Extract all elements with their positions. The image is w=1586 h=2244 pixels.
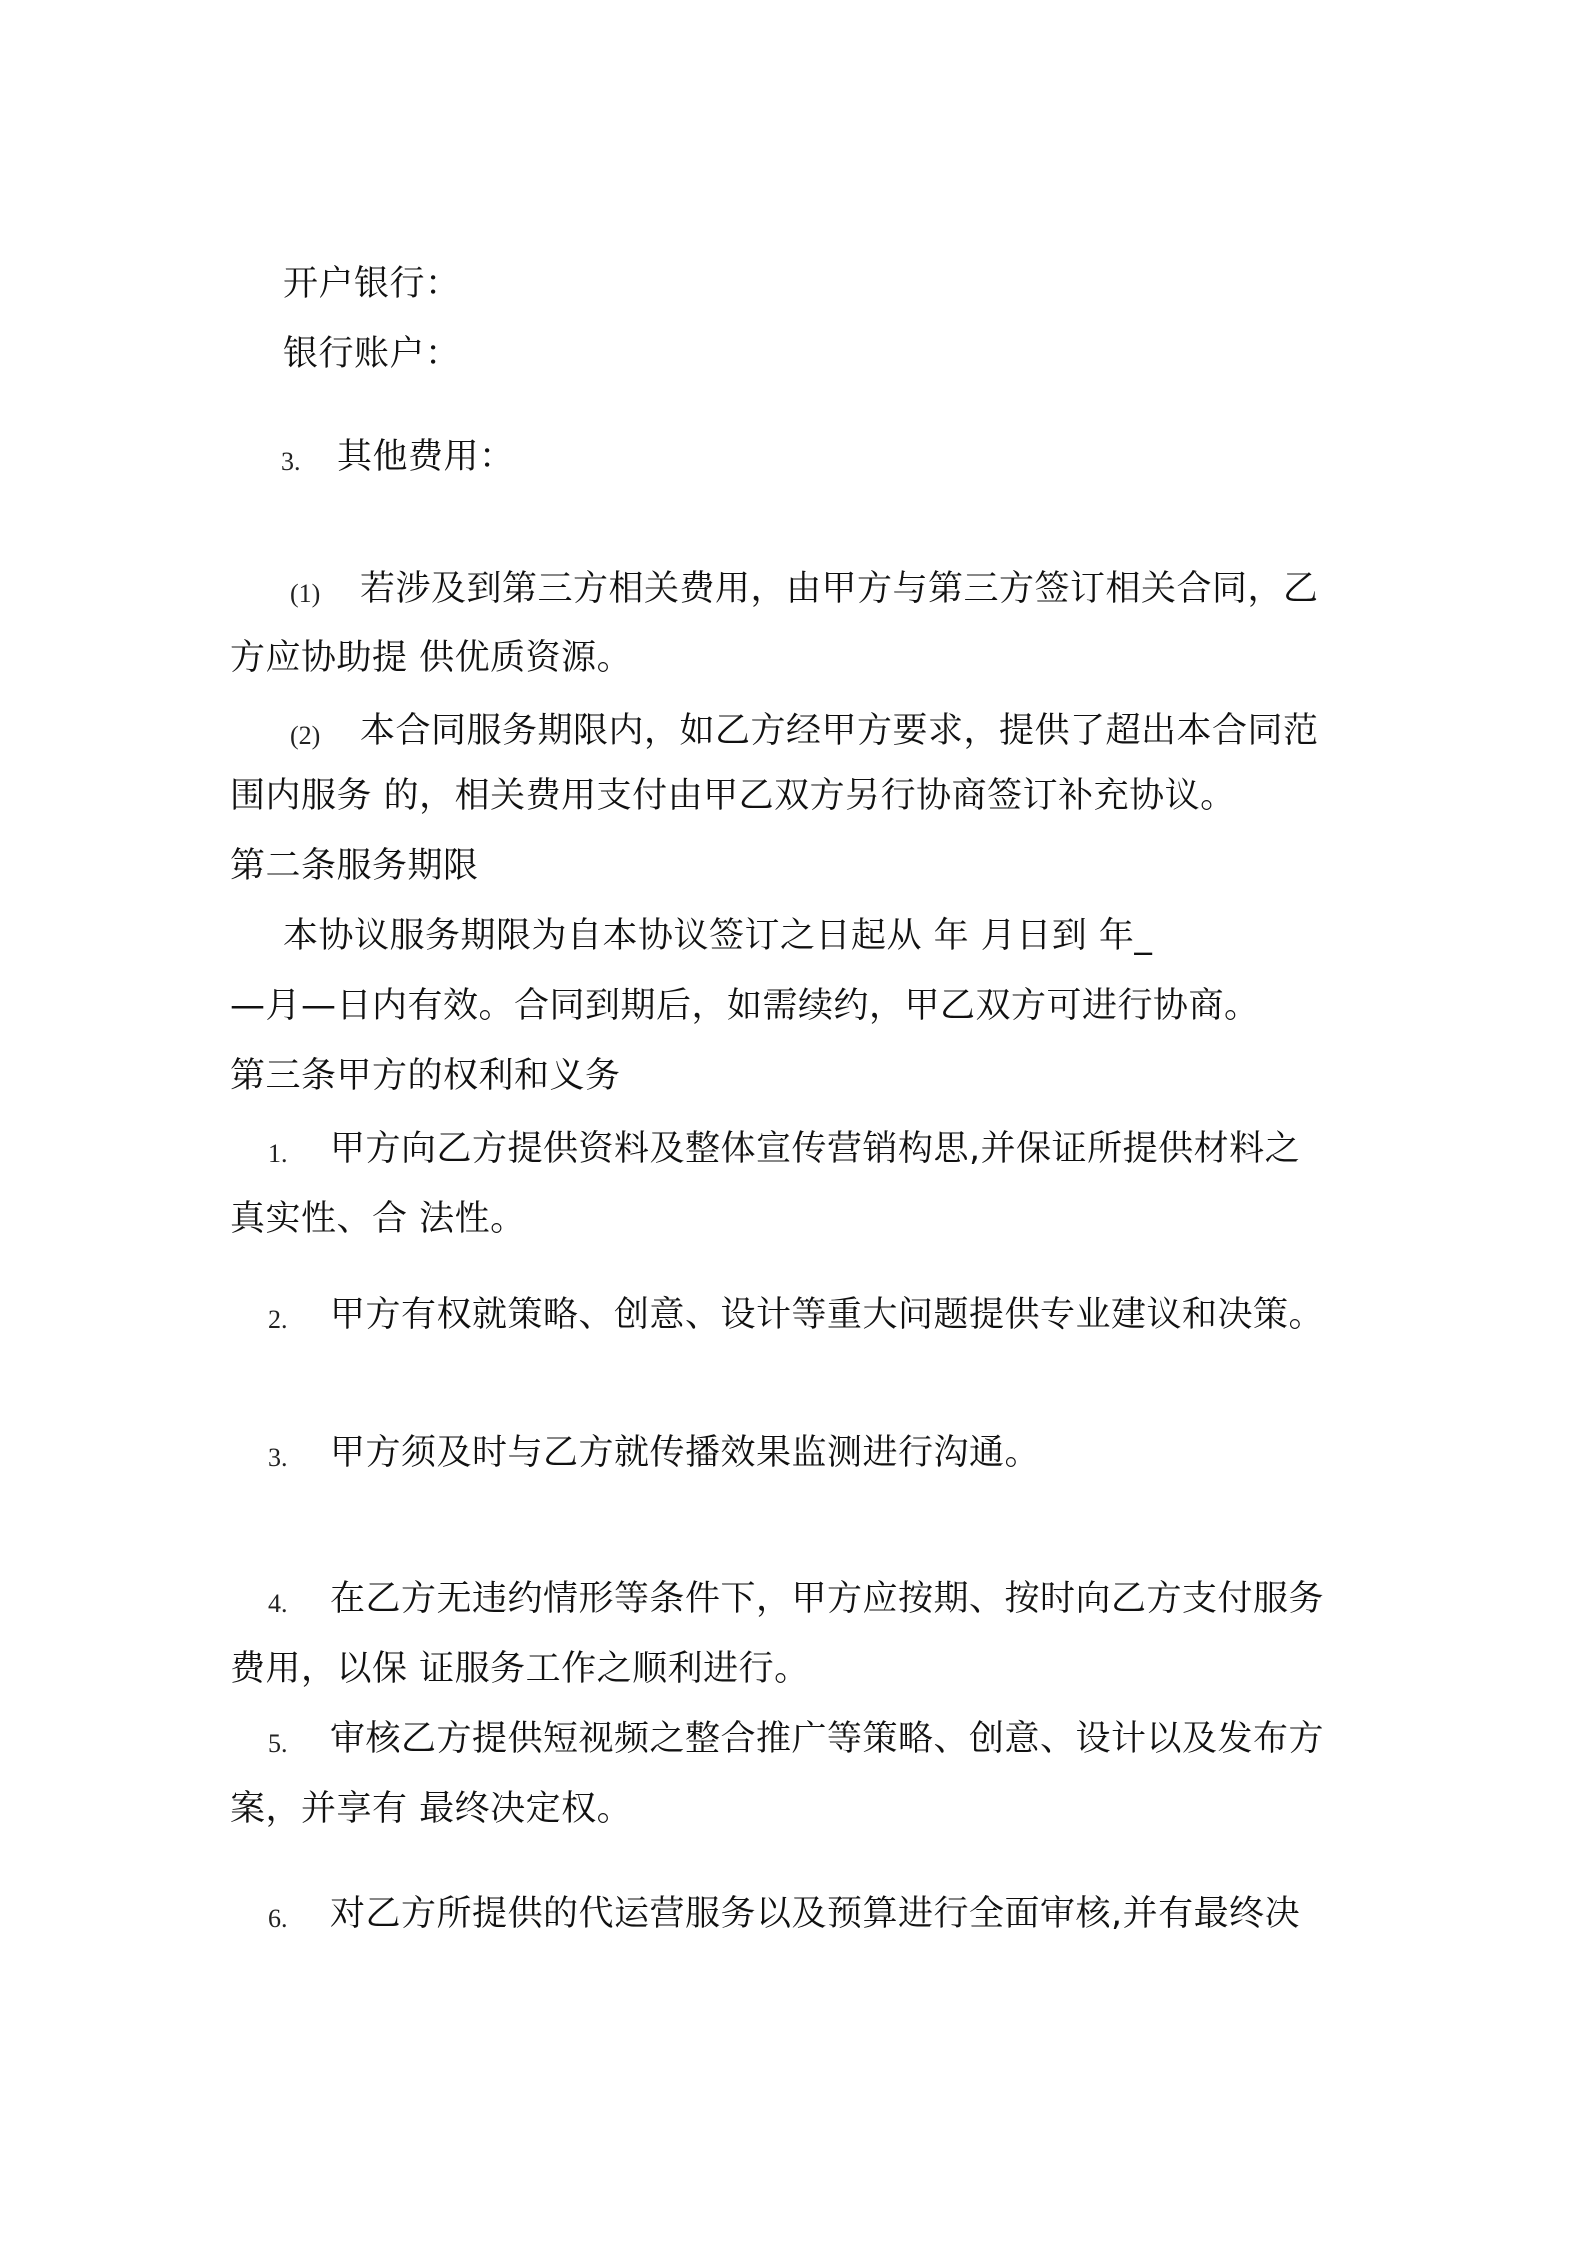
fees-title: 其他费用： (337, 437, 515, 477)
duty-5-line-2: 案，并享有 最终决定权。 (230, 1789, 633, 1829)
duty-4-line-1: 在乙方无违约情形等条件下，甲方应按期、按时向乙方支付服务 (330, 1579, 1325, 1619)
duty-1-line-2: 真实性、合 法性。 (230, 1199, 526, 1239)
article-3-heading: 第三条甲方的权利和义务 (230, 1056, 621, 1096)
fee-item-2-line-1: 本合同服务期限内，如乙方经甲方要求，提供了超出本合同范 (360, 711, 1319, 751)
fee-item-1-line-1: 若涉及到第三方相关费用，由甲方与第三方签订相关合同，乙 (360, 569, 1319, 609)
article-2-heading: 第二条服务期限 (230, 846, 479, 886)
fee-item-1-line-2: 方应协助提 供优质资源。 (230, 638, 633, 678)
bank-name-label: 开户银行： (283, 264, 461, 304)
duty-2-number: 2. (268, 1305, 288, 1334)
duty-5-line-1: 审核乙方提供短视频之整合推广等策略、创意、设计以及发布方 (330, 1719, 1325, 1759)
fee-item-2-number: (2) (290, 721, 321, 750)
bank-account-label: 银行账户： (283, 334, 461, 374)
duty-4-line-2: 费用，以保 证服务工作之顺利进行。 (230, 1649, 810, 1689)
fees-number: 3. (281, 447, 301, 476)
duty-5-number: 5. (268, 1729, 288, 1758)
duty-2-line-1: 甲方有权就策略、创意、设计等重大问题提供专业建议和决策。 (330, 1295, 1325, 1335)
article-2-line-2: —月—日内有效。合同到期后，如需续约，甲乙双方可进行协商。 (230, 986, 1260, 1026)
duty-1-line-1: 甲方向乙方提供资料及整体宣传营销构思,并保证所提供材料之 (330, 1129, 1301, 1169)
duty-4-number: 4. (268, 1589, 288, 1618)
article-2-line-1: 本协议服务期限为自本协议签订之日起从 年 月日到 年_ (283, 916, 1153, 956)
duty-3-number: 3. (268, 1443, 288, 1472)
duty-3-line-1: 甲方须及时与乙方就传播效果监测进行沟通。 (330, 1433, 1041, 1473)
fee-item-2-line-2: 围内服务 的，相关费用支付由甲乙双方另行协商签订补充协议。 (230, 776, 1236, 816)
duty-6-line-1: 对乙方所提供的代运营服务以及预算进行全面审核,并有最终决 (330, 1894, 1301, 1934)
duty-6-number: 6. (268, 1904, 288, 1933)
fee-item-1-number: (1) (290, 579, 321, 608)
duty-1-number: 1. (268, 1139, 288, 1168)
